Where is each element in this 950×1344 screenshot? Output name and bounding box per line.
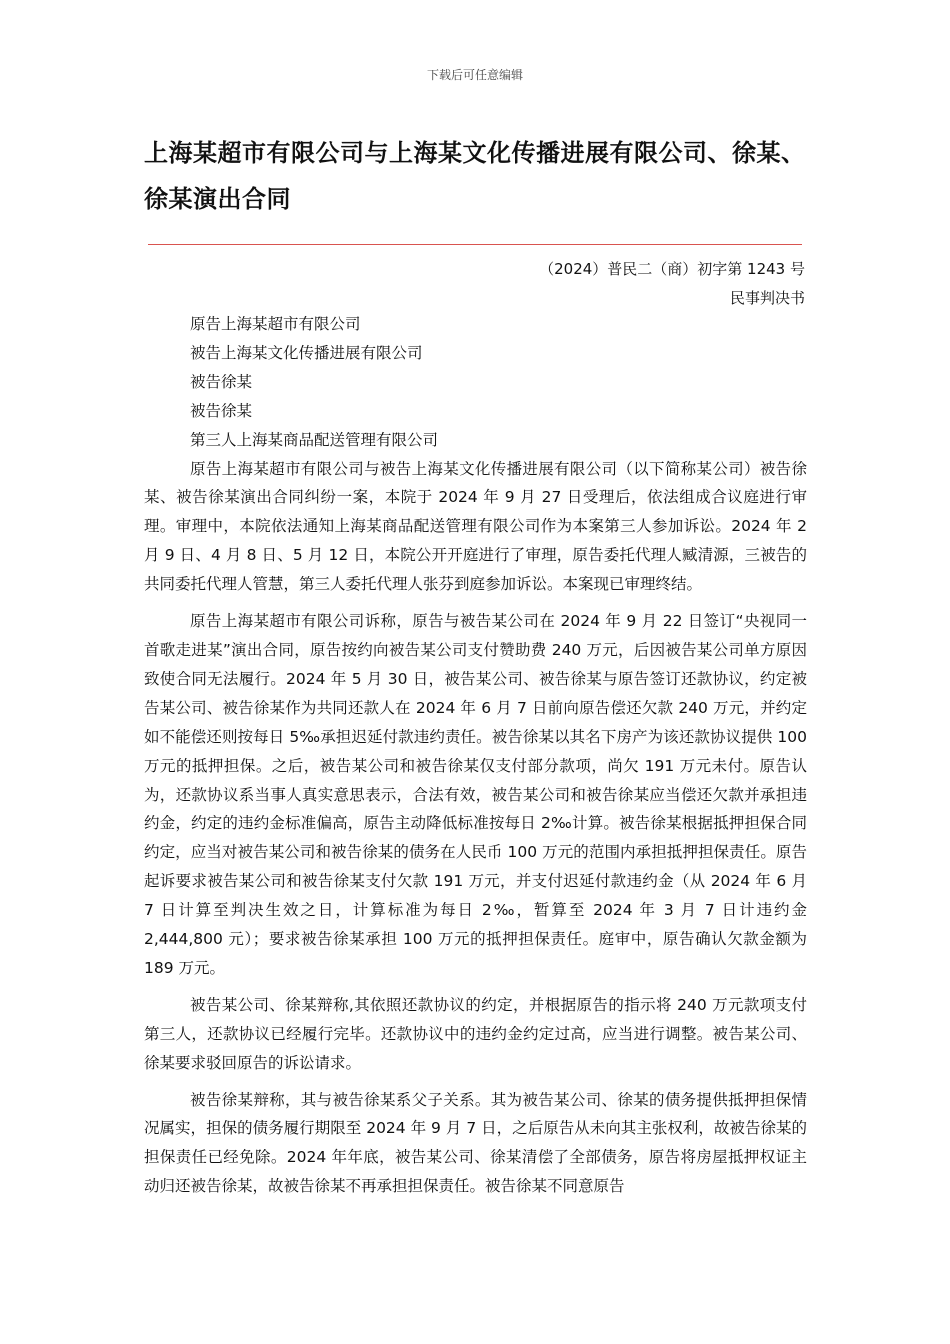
- document-type: 民事判决书: [729, 289, 805, 307]
- document-body: [144, 310, 807, 1201]
- party-defendant-1: 被告徐某: [190, 372, 253, 391]
- party-third-party: 第三人上海某商品配送管理有限公司: [190, 430, 439, 449]
- title-divider: [148, 244, 802, 245]
- paragraph-case-background: 原告上海某超市有限公司与被告上海某文化传播进展有限公司（以下简称某公司）被告徐某、被告徐某演出合同纠纷一案，本院于 2024 年 9 月 27 日受理后，依法组成合议庭进行审理。审理中，本院依法通知上海某商品配送管理有限公司作为本案第三人参加诉讼。2024 年 2 月 9 日、4 月 8 日、5 月 12 日，本院公开开庭进行了审理，原告委托代理人臧清源，三被告的共同委托代理人管慧，第三人委托代理人张芬到庭参加诉讼。本案现已审理终结。: [144, 459, 807, 594]
- party-defendant-company: 被告上海某文化传播进展有限公司: [190, 343, 423, 362]
- paragraph-defendant-defense: 被告某公司、徐某辩称,其依照还款协议的约定，并根据原告的指示将 240 万元款项支付第三人，还款协议已经履行完毕。还款协议中的违约金约定过高，应当进行调整。被告某公司、徐某要求驳回原告的诉讼请求。: [144, 995, 807, 1072]
- document-title: 上海某超市有限公司与上海某文化传播进展有限公司、徐某、徐某演出合同: [144, 139, 806, 213]
- party-defendant-2: 被告徐某: [190, 401, 253, 420]
- party-plaintiff: 原告上海某超市有限公司: [190, 315, 361, 333]
- case-number: （2024）普民二（商）初字第 1243 号: [539, 260, 805, 278]
- paragraph-guarantor-defense: 被告徐某辩称，其与被告徐某系父子关系。其为被告某公司、徐某的债务提供抵押担保情况属实，担保的债务履行期限至 2024 年 9 月 7 日，之后原告从未向其主张权利，故被告徐某的担保责任已经免除。2024 年年底，被告某公司、徐某清偿了全部债务，原告将房屋抵押权证主动归还被告徐某，故被告徐某不再承担担保责任。被告徐某不同意原告: [144, 1090, 807, 1196]
- header-note: 下载后可任意编辑: [426, 68, 523, 82]
- paragraph-plaintiff-claim: 原告上海某超市有限公司诉称，原告与被告某公司在 2024 年 9 月 22 日签订“央视同一首歌走进某”演出合同，原告按约向被告某公司支付赞助费 240 万元，后因被告某公司单方原因致使合同无法履行。2024 年 5 月 30 日，被告某公司、被告徐某与原告签订还款协议，约定被告某公司、被告徐某作为共同还款人在 2024 年 6 月 7 日前向原告偿还欠款 240 万元，并约定如不能偿还则按每日 5‰承担迟延付款违约责任。被告徐某以其名下房产为该还款协议提供 100 万元的抵押担保。之后，被告某公司和被告徐某仅支付部分款项，尚欠 191 万元未付。原告认为，还款协议系当事人真实意思表示，合法有效，被告某公司和被告徐某应当偿还欠款并承担违约金，约定的违约金标准偏高，原告主动降低标准按每日 2‰计算。被告徐某根据抵押担保合同约定，应当对被告某公司和被告徐某的债务在人民币 100 万元的范围内承担抵押担保责任。原告起诉要求被告某公司和被告徐某支付欠款 191 万元，并支付迟延付款违约金（从 2024 年 6 月 7 日计算至判决生效之日，计算标准为每日 2‰，暂算至 2024 年 3 月 7 日计违约金 2,444,800 元）；要求被告徐某承担 100 万元的抵押担保责任。庭审中，原告确认欠款金额为 189 万元。: [144, 612, 807, 977]
